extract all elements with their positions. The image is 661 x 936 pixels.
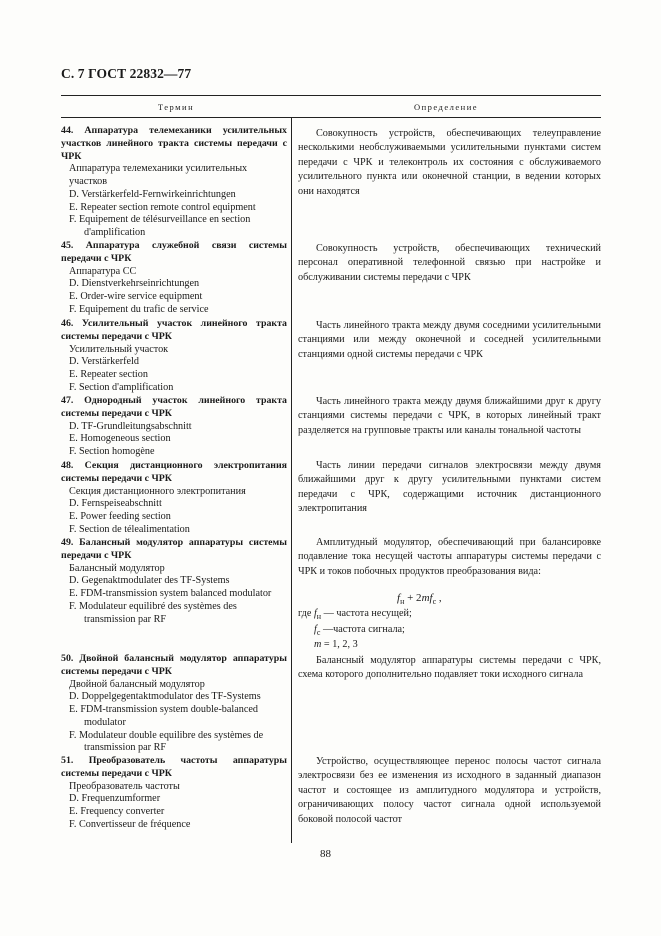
page-number: 88 xyxy=(320,848,331,860)
conversion-formula xyxy=(397,592,442,606)
term-french: F. Modulateur double equilibre des systèmes de transmission par RF xyxy=(69,729,264,754)
term-synonym: Балансный модулятор xyxy=(69,562,165,574)
term-german: D. Verstärkerfeld-Fernwirkeinrichtungen xyxy=(69,188,236,200)
term-english: E. Homogeneous section xyxy=(69,433,171,445)
term-german: D. Fernspeiseabschnitt xyxy=(69,498,162,510)
term-french: F. Equipement du trafic de service xyxy=(69,303,209,315)
term-english: E. FDM-transmission system double-balanced modulator xyxy=(69,704,259,728)
definition-51: Устройство, осуществляющее перенос полосы частот сигнала электросвязи без ее изменения из исходного в заданный диапазон частот и состоящее из амплитудного модулятора и устройств, ограничивающих полосу частот сигнала одной используемой боковой полосой частот xyxy=(298,756,601,825)
term-entry-45 xyxy=(61,240,287,317)
term-entry-51 xyxy=(61,755,287,832)
term-english: E. Frequency converter xyxy=(69,806,165,817)
definition-44: Совокупность устройств, обеспечивающих телеуправление несколькими необслуживаемыми усилительными пунктами систем передачи с ЧРК и телеконтроль их состояния с обслуживаемого усилительного пункта или оконечной станции, в ведении которых они находятся xyxy=(298,128,601,197)
formula-f: f xyxy=(397,592,401,604)
term-entry-50 xyxy=(61,653,287,755)
term-synonym: Усилительный участок xyxy=(69,343,169,355)
definition-50: Балансный модулятор аппаратуры системы передачи с ЧРК, схема которого дополнительно подавляет токи исходного сигнала xyxy=(298,655,601,681)
term-synonym: Аппаратура СС xyxy=(69,265,137,277)
definition-47: Часть линейного тракта между двумя ближайшими друг к другу станциями системы передачи с ЧРК, в которых линейный тракт разделяется на групповые тракты или каналы тональной частоты xyxy=(298,396,601,436)
term-entry-44 xyxy=(61,125,287,240)
page-header: С. 7 ГОСТ 22832—77 xyxy=(61,66,192,81)
legend-sub-n: н xyxy=(316,612,322,622)
term-french: F. Section homogène xyxy=(69,446,155,457)
legend-signal: —частота сигнала; xyxy=(320,623,405,635)
term-entry-47 xyxy=(61,395,287,459)
term-synonym: Секция дистанционного электропитания xyxy=(69,485,246,497)
term-entry-49 xyxy=(61,537,287,626)
legend-sub-c: c xyxy=(316,627,321,637)
formula-f2: f xyxy=(429,592,433,604)
legend-m: m xyxy=(314,639,322,651)
term-english: E. Power feeding section xyxy=(69,511,171,522)
term-title: 44. Аппаратура телемеханики усилительных участков линейного тракта системы передачи с ЧРК xyxy=(61,125,287,162)
formula-sub-c: c xyxy=(432,597,437,607)
term-french: F. Section d'amplification xyxy=(69,381,174,393)
term-entry-46 xyxy=(61,318,287,395)
legend-line-1 xyxy=(298,608,412,624)
term-title: 47. Однородный участок линейного тракта системы передачи с ЧРК xyxy=(61,395,287,419)
term-german: D. Frequenzumformer xyxy=(69,793,161,805)
term-synonym: Двойной балансный модулятор xyxy=(69,678,205,690)
term-german: D. TF-Grundleitungsabschnitt xyxy=(69,420,192,432)
term-english: E. Repeater section remote control equipment xyxy=(69,201,256,213)
term-title: 51. Преобразователь частоты аппаратуры системы передачи с ЧРК xyxy=(61,755,287,779)
term-entry-48 xyxy=(61,460,287,537)
column-header-term: Термин xyxy=(157,102,195,112)
column-header-definition: Определение xyxy=(413,102,479,112)
term-german: D. Verstärkerfeld xyxy=(69,356,139,368)
definition-49: Амплитудный модулятор, обеспечивающий при балансировке подавление тока несущей частоты аппаратуры системы передачи с ЧРК и токов побочных продуктов преобразования вида: xyxy=(298,537,601,577)
definition-48: Часть линии передачи сигналов электросвязи между двумя ближайшими друг к другу усилительными пунктами систем передачи с ЧРК, содержащими источник дистанционного электропитания xyxy=(298,460,601,515)
term-english: E. Order-wire service equipment xyxy=(69,291,203,302)
definition-46: Часть линейного тракта между двумя соседними усилительными станциями или между оконечной и соседней усилительными станциями одной системы передачи с ЧРК xyxy=(298,320,601,360)
legend-f: f xyxy=(313,608,317,619)
term-english: E. FDM-transmission system balanced modulator xyxy=(69,588,272,599)
term-french: F. Modulateur equilibré des systèmes des transmission par RF xyxy=(69,600,237,625)
term-german: D. Dienstverkehrseinrichtungen xyxy=(69,278,200,290)
terms-table xyxy=(61,95,601,843)
formula-tail: , xyxy=(436,592,442,604)
formula-m: m xyxy=(421,592,430,604)
legend-carrier: — частота несущей; xyxy=(321,608,412,619)
term-german: D. Doppelgegentaktmodulator des TF-Systems xyxy=(69,691,261,703)
term-title: 45. Аппаратура служебной связи системы передачи с ЧРК xyxy=(61,240,287,264)
legend-line-3 xyxy=(298,639,412,652)
term-english: E. Repeater section xyxy=(69,369,148,380)
legend-f2: f xyxy=(314,623,317,635)
formula-legend xyxy=(298,608,412,652)
formula-plus: + 2 xyxy=(404,592,422,604)
term-french: F. Section de télealimentation xyxy=(69,523,190,535)
formula-sub-n: н xyxy=(400,597,405,607)
legend-line-2 xyxy=(298,624,412,640)
term-french: F. Convertisseur de fréquence xyxy=(69,818,191,830)
term-synonym: Преобразователь частоты xyxy=(69,780,180,792)
term-title: 49. Балансный модулятор аппаратуры системы передачи с ЧРК xyxy=(61,537,287,561)
term-title: 50. Двойной балансный модулятор аппаратуры системы передачи с ЧРК xyxy=(61,653,287,677)
legend-m-values: = 1, 2, 3 xyxy=(321,639,358,651)
term-title: 46. Усилительный участок линейного тракта системы передачи с ЧРК xyxy=(61,318,287,342)
definition-45: Совокупность устройств, обеспечивающих технический персонал оперативной телефонной связью при настройке и обслуживании системы передачи с ЧРК xyxy=(298,243,601,283)
term-synonym: Аппаратура телемеханики усилительных участков xyxy=(69,163,248,187)
legend-where: где xyxy=(298,608,314,619)
term-german: D. Gegenaktmodulater des TF-Systems xyxy=(69,575,230,587)
term-title: 48. Секция дистанционного электропитания системы передачи с ЧРК xyxy=(61,460,287,484)
term-french: F. Equipement de télésurveillance en section d'amplification xyxy=(69,214,251,238)
